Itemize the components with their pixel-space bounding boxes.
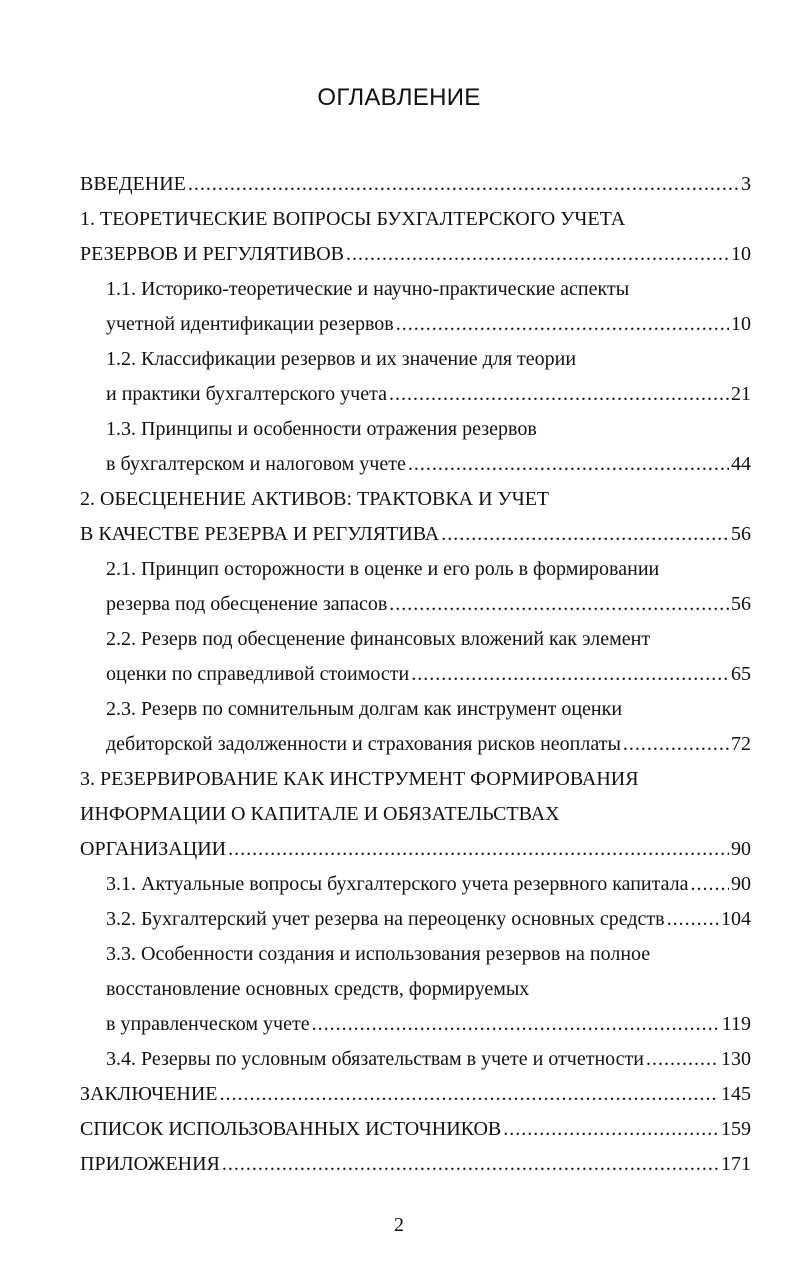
toc-entry-chapter-3-cont-2[interactable]: [80, 835, 751, 863]
dot-leader: [389, 380, 729, 408]
dot-leader: [646, 1045, 719, 1073]
toc-entry-text: 1.1. Историко-теоретические и научно-практические аспекты: [106, 278, 630, 300]
toc-entry-section-2-3-cont[interactable]: [106, 730, 751, 758]
toc-entry-section-1-2-cont[interactable]: [106, 380, 751, 408]
dot-leader: [396, 310, 729, 338]
toc-entry-section-1-1-cont[interactable]: [106, 310, 751, 338]
toc-entry-text: 3.3. Особенности создания и использования резервов на полное: [106, 943, 651, 965]
toc-entry-section-1-2[interactable]: [106, 345, 576, 373]
page-number: 2: [394, 1214, 404, 1236]
toc-entry-text: дебиторской задолженности и страхования рисков неоплаты: [106, 733, 621, 755]
toc-entry-text: РЕЗЕРВОВ И РЕГУЛЯТИВОВ: [80, 243, 345, 265]
page-title: ОГЛАВЛЕНИЕ: [317, 84, 481, 111]
toc-entry-page: 130: [721, 1048, 751, 1070]
toc-entry-page: 21: [731, 383, 751, 405]
toc-entry-page: 104: [721, 908, 751, 930]
toc-entry-section-1-3[interactable]: [106, 415, 537, 443]
dot-leader: [411, 660, 729, 688]
toc-entry-text: СПИСОК ИСПОЛЬЗОВАННЫХ ИСТОЧНИКОВ: [80, 1118, 502, 1140]
toc-entry-text: оценки по справедливой стоимости: [106, 663, 410, 685]
toc-entry-section-2-3[interactable]: [106, 695, 622, 723]
toc-entry-chapter-1-cont[interactable]: [80, 240, 751, 268]
toc-entry-text: ПРИЛОЖЕНИЯ: [80, 1153, 220, 1175]
toc-entry-conclusion[interactable]: [80, 1080, 751, 1108]
toc-entry-references[interactable]: [80, 1115, 751, 1143]
toc-entry-text: 1.3. Принципы и особенности отражения резервов: [106, 418, 537, 440]
toc-entry-page: 90: [731, 873, 751, 895]
toc-entry-section-3-3[interactable]: [106, 940, 650, 968]
toc-entry-page: 171: [721, 1153, 751, 1175]
toc-entry-section-3-3-cont-2[interactable]: [106, 1010, 751, 1038]
toc-entry-page: 65: [731, 663, 751, 685]
dot-leader: [441, 520, 729, 548]
toc-entry-page: 56: [731, 523, 751, 545]
dot-leader: [667, 905, 719, 933]
toc-entry-text: 3. РЕЗЕРВИРОВАНИЕ КАК ИНСТРУМЕНТ ФОРМИРОВАНИЯ: [80, 768, 639, 790]
toc-entry-chapter-1[interactable]: [80, 205, 625, 233]
toc-entry-chapter-3-cont[interactable]: [80, 800, 560, 828]
dot-leader: [312, 1010, 720, 1038]
toc-entry-text: 3.2. Бухгалтерский учет резерва на переоценку основных средств: [106, 908, 665, 930]
toc-entry-text: в управленческом учете: [106, 1013, 310, 1035]
toc-entry-introduction[interactable]: [80, 170, 751, 198]
dot-leader: [503, 1115, 719, 1143]
dot-leader: [408, 450, 729, 478]
toc-entry-page: 145: [721, 1083, 751, 1105]
dot-leader: [188, 170, 739, 198]
dot-leader: [691, 870, 729, 898]
toc-entry-chapter-2[interactable]: [80, 485, 549, 513]
toc-entry-section-3-1[interactable]: [106, 870, 751, 898]
toc-entry-text: 1. ТЕОРЕТИЧЕСКИЕ ВОПРОСЫ БУХГАЛТЕРСКОГО УЧЕТА: [80, 208, 626, 230]
toc-entry-section-3-2[interactable]: [106, 905, 751, 933]
toc-entry-section-2-2-cont[interactable]: [106, 660, 751, 688]
toc-entry-text: ВВЕДЕНИЕ: [80, 173, 186, 195]
toc-entry-page: 10: [731, 243, 751, 265]
toc-entry-text: 2.1. Принцип осторожности в оценке и его роль в формировании: [106, 558, 660, 580]
toc-entry-text: резерва под обесценение запасов: [106, 593, 388, 615]
toc-entry-section-1-1[interactable]: [106, 275, 629, 303]
dot-leader: [346, 240, 729, 268]
toc-entry-text: 2.3. Резерв по сомнительным долгам как инструмент оценки: [106, 698, 623, 720]
toc-entry-chapter-3[interactable]: [80, 765, 639, 793]
toc-entry-text: ЗАКЛЮЧЕНИЕ: [80, 1083, 218, 1105]
toc-entry-page: 44: [731, 453, 751, 475]
toc-entry-text: ИНФОРМАЦИИ О КАПИТАЛЕ И ОБЯЗАТЕЛЬСТВАХ: [80, 803, 560, 825]
dot-leader: [623, 730, 729, 758]
toc-entry-page: 90: [731, 838, 751, 860]
dot-leader: [228, 835, 729, 863]
toc-entry-text: 2. ОБЕСЦЕНЕНИЕ АКТИВОВ: ТРАКТОВКА И УЧЕТ: [80, 488, 550, 510]
toc-entry-section-1-3-cont[interactable]: [106, 450, 751, 478]
toc-entry-section-2-2[interactable]: [106, 625, 650, 653]
toc-entry-chapter-2-cont[interactable]: [80, 520, 751, 548]
toc-entry-page: 159: [721, 1118, 751, 1140]
toc-entry-page: 3: [741, 173, 751, 195]
toc-entry-page: 56: [731, 593, 751, 615]
toc-entry-text: 3.4. Резервы по условным обязательствам в учете и отчетности: [106, 1048, 644, 1070]
toc-entry-text: в бухгалтерском и налоговом учете: [106, 453, 406, 475]
toc-entry-page: 10: [731, 313, 751, 335]
toc-entry-appendices[interactable]: [80, 1150, 751, 1178]
toc-entry-text: ОРГАНИЗАЦИИ: [80, 838, 227, 860]
toc-entry-section-3-4[interactable]: [106, 1045, 751, 1073]
toc-entry-text: и практики бухгалтерского учета: [106, 383, 387, 405]
toc-entry-text: 2.2. Резерв под обесценение финансовых вложений как элемент: [106, 628, 651, 650]
dot-leader: [222, 1150, 719, 1178]
toc-entry-text: 1.2. Классификации резервов и их значение для теории: [106, 348, 577, 370]
toc-entry-page: 72: [731, 733, 751, 755]
toc-entry-text: В КАЧЕСТВЕ РЕЗЕРВА И РЕГУЛЯТИВА: [80, 523, 440, 545]
dot-leader: [389, 590, 729, 618]
toc-entry-text: учетной идентификации резервов: [106, 313, 394, 335]
toc-entry-section-2-1[interactable]: [106, 555, 659, 583]
toc-entry-section-3-3-cont[interactable]: [106, 975, 529, 1003]
dot-leader: [219, 1080, 719, 1108]
toc-entry-page: 119: [721, 1013, 751, 1035]
toc-entry-section-2-1-cont[interactable]: [106, 590, 751, 618]
toc-entry-text: 3.1. Актуальные вопросы бухгалтерского учета резервного капитала: [106, 873, 689, 895]
toc-entry-text: восстановление основных средств, формируемых: [106, 978, 530, 1000]
